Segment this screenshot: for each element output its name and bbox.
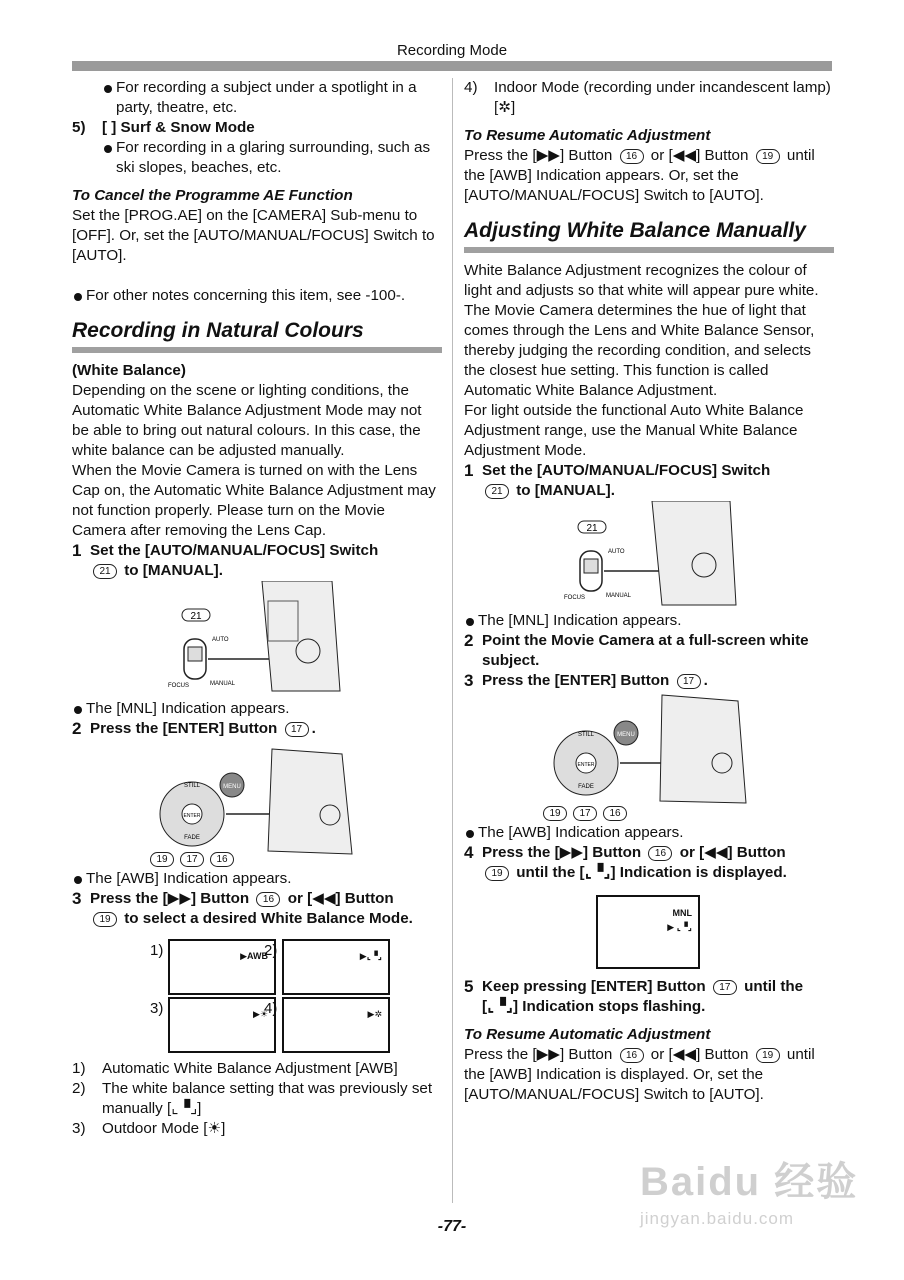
step-3	[72, 889, 442, 929]
wb-paragraph-1: White Balance Adjustment recognizes the colour of light and adjusts so that white will appear pure white. The Movie Camera determines the hue of light that comes through the Lens and White Balance Sensor, thereby judging the recording condition, and selects the closest hue setting. This function is called Automatic White Balance Adjustment.	[464, 262, 819, 399]
watermark-brand: Baidu 经验	[640, 1160, 859, 1204]
manual-wb-indicator: ▶ ⌞▝⌟	[667, 922, 692, 932]
page-number: -77-	[437, 1218, 467, 1235]
screen-2-indicator: ▶⌞▝⌟	[359, 951, 382, 961]
label-still: STILL	[183, 783, 201, 789]
r-callout-text: 21	[586, 523, 598, 534]
list-item-1-text: Automatic White Balance Adjustment [AWB]	[102, 1060, 398, 1077]
screen-3	[168, 997, 276, 1053]
r-step-5	[464, 977, 834, 1017]
r-step-1-text: Set the [AUTO/MANUAL/FOCUS] Switch	[482, 462, 771, 479]
r-label-menu: MENU	[617, 732, 635, 738]
camera-body-2	[268, 749, 352, 854]
switch-illustration	[72, 581, 442, 699]
step-2-text: Press the [ENTER] Button	[90, 720, 278, 737]
mnl-screen	[596, 895, 700, 969]
list-item-2-num: 2)	[72, 1080, 86, 1097]
wb-paragraph-2: For light outside the functional Auto White Balance Adjustment range, use the Manual White Balance Adjustment Mode.	[464, 402, 804, 459]
header-rule	[72, 61, 832, 71]
callout-19c: 19	[756, 149, 780, 164]
callout-text: 21	[190, 611, 202, 622]
callout-group	[147, 849, 237, 869]
callout-19f: 19	[756, 1048, 780, 1063]
intro-paragraph-2: When the Movie Camera is turned on with the Lens Cap on, the Automatic White Balance Adjustment may not function properly. Please turn on the Movie Camera after removing the Lens Cap.	[72, 462, 436, 539]
step-3-text-b: or [◀◀] Button	[287, 890, 394, 907]
step-2-number: 2	[72, 719, 82, 738]
section-title-natural-colours: Recording in Natural Colours	[72, 318, 442, 353]
switch-figure	[72, 581, 442, 699]
r-step-1	[464, 461, 834, 501]
callout-19d: 19	[543, 806, 567, 821]
resume-2-a: Press the [▶▶] Button	[464, 1046, 613, 1063]
label-enter: ENTER	[183, 813, 201, 819]
surf-snow-mode-heading	[72, 118, 442, 138]
label-auto: AUTO	[212, 637, 229, 643]
screen-2	[282, 939, 390, 995]
callout-17c: 17	[677, 674, 701, 689]
r-label-auto: AUTO	[608, 549, 625, 555]
r-step-3-number: 3	[464, 671, 474, 690]
r-step-2-number: 2	[464, 631, 474, 650]
resume-heading-2: To Resume Automatic Adjustment	[464, 1026, 711, 1043]
r-enter-illustration	[464, 691, 834, 823]
resume-text-1	[464, 146, 834, 206]
camera-body	[262, 581, 340, 691]
r-step-4-c: until the [⌞▝⌟] Indication is displayed.	[516, 864, 787, 881]
cancel-text: Set the [PROG.AE] on the [CAMERA] Sub-menu to [OFF]. Or, set the [AUTO/MANUAL/FOCUS] Switch to [AUTO].	[72, 207, 435, 264]
bullet-spotlight: For recording a subject under a spotlight in a party, theatre, etc.	[102, 78, 442, 118]
callout-21: 21	[93, 564, 117, 579]
callout-19: 19	[150, 852, 174, 867]
list-item-2-text: The white balance setting that was previously set manually [⌞▝⌟]	[102, 1080, 433, 1117]
r-step-2-text: Point the Movie Camera at a full-screen white subject.	[482, 632, 809, 669]
mnl-indicator: MNL	[672, 908, 692, 918]
column-divider	[452, 78, 453, 1203]
r-callout-group	[540, 803, 630, 823]
white-balance-subtitle: (White Balance)	[72, 362, 186, 379]
step-3-text-a: Press the [▶▶] Button	[90, 890, 250, 907]
mode5-title: [ ] Surf & Snow Mode	[102, 119, 255, 136]
mode5-number: 5)	[72, 119, 86, 136]
bullet-awb: The [AWB] Indication appears.	[72, 869, 442, 889]
resume-heading-1: To Resume Automatic Adjustment	[464, 127, 711, 144]
r-label-fade: FADE	[578, 784, 594, 790]
resume-2-b: or [◀◀] Button	[650, 1046, 749, 1063]
label-manual: MANUAL	[210, 681, 236, 687]
resume-2-c: until the [AWB] Indication is displayed. Or, set the [AUTO/MANUAL/FOCUS] Switch to [AUTO].	[464, 1046, 815, 1103]
screen-1-label: 1)	[150, 942, 164, 959]
screen-4-indicator: ▶✲	[367, 1009, 382, 1019]
bullet-glaring: For recording in a glaring surrounding, such as ski slopes, beaches, etc.	[102, 138, 442, 178]
resume-1-a: Press the [▶▶] Button	[464, 147, 613, 164]
list-item-1-num: 1)	[72, 1060, 86, 1077]
step-1-text-b: to [MANUAL].	[124, 562, 223, 579]
screen-grid	[72, 929, 442, 1059]
bullet-mnl: The [MNL] Indication appears.	[72, 699, 442, 719]
screen-1-indicator: ▶AWB	[240, 951, 268, 961]
page-header: Recording Mode	[396, 42, 508, 59]
screen-1	[168, 939, 276, 995]
r-step-3: 3 Press the [ENTER] Button 17 .	[464, 671, 708, 690]
right-column	[464, 78, 834, 1105]
step-1-text: Set the [AUTO/MANUAL/FOCUS] Switch	[90, 542, 379, 559]
r-bullet-awb: The [AWB] Indication appears.	[464, 823, 834, 843]
step-3-number: 3	[72, 889, 82, 908]
r-label-focus: FOCUS	[564, 595, 585, 601]
callout-16d: 16	[603, 806, 627, 821]
list-item-3-text: Outdoor Mode [☀]	[102, 1120, 226, 1137]
enter-button-figure	[72, 739, 442, 869]
screen-3-label: 3)	[150, 1000, 164, 1017]
r-switch-knob	[584, 559, 598, 573]
r-switch-figure	[464, 501, 834, 611]
r-step-2	[464, 631, 834, 671]
callout-17b: 17	[180, 852, 204, 867]
r-step-1-number: 1	[464, 461, 474, 480]
enter-button-illustration	[72, 739, 442, 869]
callout-16f: 16	[620, 1048, 644, 1063]
callout-16e: 16	[648, 846, 672, 861]
other-notes: For other notes concerning this item, see -100-.	[72, 286, 442, 306]
r-camera-body	[652, 501, 736, 605]
r-label-manual: MANUAL	[606, 593, 632, 599]
list-item-4	[464, 78, 834, 118]
r-step-5-b: until the [⌞▝⌟] Indication stops flashing.	[482, 978, 804, 1015]
r-step-5-number: 5	[464, 977, 474, 996]
list-item-4-num: 4)	[464, 79, 478, 96]
callout-17d: 17	[573, 806, 597, 821]
r-switch-illustration	[464, 501, 834, 611]
screen-4-label: 4)	[264, 1000, 278, 1017]
resume-1-b: or [◀◀] Button	[650, 147, 749, 164]
r-label-enter: ENTER	[577, 762, 595, 768]
intro-paragraph-1: Depending on the scene or lighting conditions, the Automatic White Balance Adjustment Mode may not be able to bring out natural colours. In this case, the white balance can be adjusted manually.	[72, 382, 422, 459]
list-item-1	[72, 1059, 442, 1079]
callout-19b: 19	[93, 912, 117, 927]
step-3-text-c: to select a desired White Balance Mode.	[124, 910, 413, 927]
r-enter-figure	[464, 691, 834, 823]
screen-4	[282, 997, 390, 1053]
callout-16c: 16	[620, 149, 644, 164]
r-step-4	[464, 843, 834, 883]
resume-text-2	[464, 1045, 834, 1105]
r-step-4-number: 4	[464, 843, 474, 862]
cancel-heading: To Cancel the Programme AE Function	[72, 187, 353, 204]
callout-21b: 21	[485, 484, 509, 499]
screen-2-label: 2)	[264, 942, 278, 959]
label-menu: MENU	[223, 784, 241, 790]
section-title-adjusting-manually: Adjusting White Balance Manually	[464, 218, 834, 253]
step-1	[72, 541, 442, 581]
step-2: 2 Press the [ENTER] Button 17 .	[72, 719, 316, 738]
callout-17: 17	[285, 722, 309, 737]
r-step-5-a: Keep pressing [ENTER] Button	[482, 978, 706, 995]
watermark-url: jingyan.baidu.com	[640, 1209, 795, 1228]
label-fade: FADE	[184, 835, 200, 841]
r-camera-body-2	[660, 695, 746, 803]
callout-16: 16	[210, 852, 234, 867]
callout-16b: 16	[256, 892, 280, 907]
list-item-3-num: 3)	[72, 1120, 86, 1137]
list-item-3	[72, 1119, 442, 1139]
r-label-still: STILL	[577, 732, 595, 738]
r-step-3-text: Press the [ENTER] Button	[482, 672, 670, 689]
resume-1-c: until the [AWB] Indication appears. Or, set the [AUTO/MANUAL/FOCUS] Switch to [AUTO].	[464, 147, 815, 204]
watermark	[640, 1150, 860, 1250]
switch-knob	[188, 647, 202, 661]
r-step-4-a: Press the [▶▶] Button	[482, 844, 642, 861]
list-item-2	[72, 1079, 442, 1119]
r-bullet-mnl: The [MNL] Indication appears.	[464, 611, 834, 631]
callout-17e: 17	[713, 980, 737, 995]
step-1-number: 1	[72, 541, 82, 560]
left-column	[72, 78, 442, 1139]
r-step-4-b: or [◀◀] Button	[679, 844, 786, 861]
mnl-screen-figure	[464, 883, 834, 977]
screen-3-indicator: ▶☀	[253, 1009, 268, 1019]
list-item-4-text: Indoor Mode (recording under incandescent lamp) [✲]	[494, 79, 831, 116]
callout-19e: 19	[485, 866, 509, 881]
r-step-1-text-b: to [MANUAL].	[516, 482, 615, 499]
label-focus: FOCUS	[168, 683, 189, 689]
